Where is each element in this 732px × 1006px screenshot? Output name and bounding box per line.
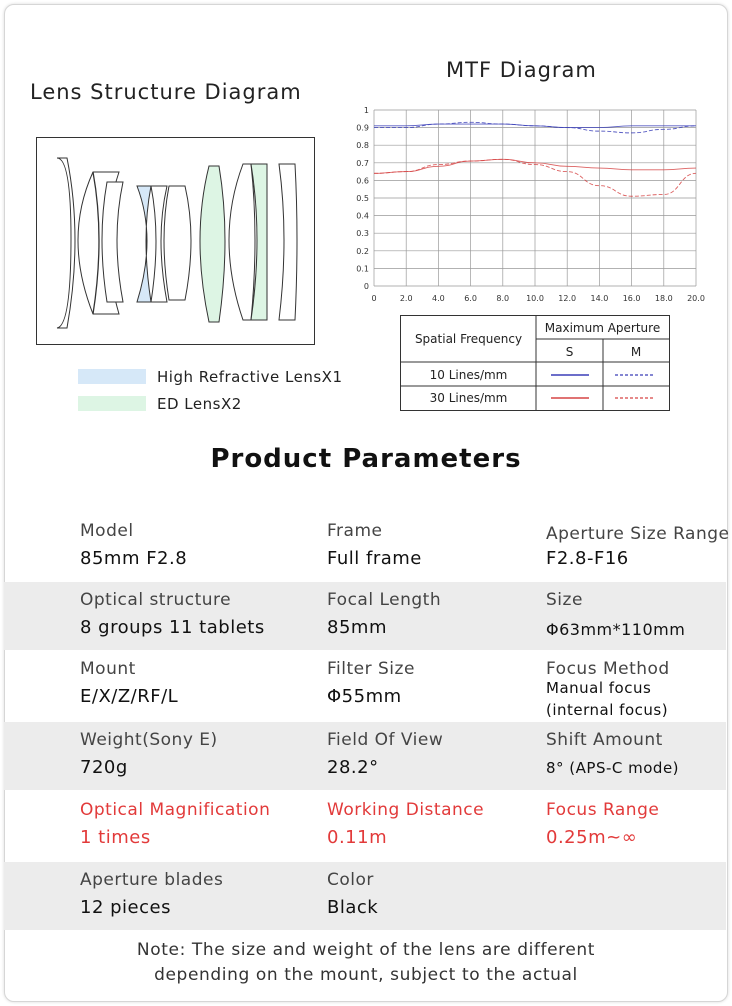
parameter-label: Aperture blades xyxy=(80,870,224,890)
lens-element-6 xyxy=(164,186,191,300)
x-tick-label: 8.0 xyxy=(496,294,510,303)
parameter-label: Filter Size xyxy=(327,659,415,679)
parameter-label: Aperture Size Range xyxy=(546,524,730,544)
high-refractive-swatch xyxy=(78,369,146,384)
y-tick-label: 0 xyxy=(363,282,369,291)
lens-element-1 xyxy=(57,158,75,328)
lens-structure-title: Lens Structure Diagram xyxy=(30,80,302,104)
y-tick-label: 0.1 xyxy=(356,264,369,274)
parameter-label: Working Distance xyxy=(327,800,485,820)
parameter-label: Model xyxy=(80,521,134,541)
parameter-row xyxy=(4,651,726,719)
parameter-value: 720g xyxy=(80,757,128,778)
parameter-label: Focus Method xyxy=(546,659,670,679)
mtf-title: MTF Diagram xyxy=(446,58,597,82)
x-tick-label: 0 xyxy=(371,294,377,303)
parameter-row xyxy=(4,862,726,930)
lens-structure-diagram xyxy=(36,137,315,345)
parameter-label: Size xyxy=(546,590,583,610)
high-refractive-legend-label: High Refractive LensX1 xyxy=(157,368,343,386)
parameter-value: 85mm F2.8 xyxy=(80,548,188,569)
x-tick-label: 20.0 xyxy=(687,294,705,303)
ed-lens-swatch xyxy=(78,396,146,411)
m-header: M xyxy=(630,345,642,359)
parameter-value: 8 groups 11 tablets xyxy=(80,617,265,638)
y-tick-label: 0.9 xyxy=(356,123,369,133)
parameter-row xyxy=(4,722,726,790)
y-tick-label: 0.2 xyxy=(356,246,369,256)
x-tick-label: 2.0 xyxy=(399,294,413,303)
parameter-value: 28.2° xyxy=(327,757,379,778)
row-10-lines-label: 10 Lines/mm xyxy=(429,368,508,382)
s-header: S xyxy=(565,345,574,359)
x-tick-label: 12.0 xyxy=(558,294,577,303)
x-tick-label: 4.0 xyxy=(432,294,445,303)
parameter-label: Frame xyxy=(327,521,383,541)
parameter-label: Color xyxy=(327,870,374,890)
parameter-value: 85mm xyxy=(327,617,387,638)
lens-element-8 xyxy=(229,164,255,320)
y-tick-label: 1 xyxy=(363,106,369,115)
parameter-value: Black xyxy=(327,897,379,918)
y-tick-label: 0.8 xyxy=(356,141,369,151)
x-tick-label: 16.0 xyxy=(622,294,641,303)
max-aperture-header: Maximum Aperture xyxy=(544,321,661,335)
parameter-value: 0.25m~∞ xyxy=(546,827,638,848)
parameter-label: Weight(Sony E) xyxy=(80,730,218,750)
parameter-value: 12 pieces xyxy=(80,897,171,918)
parameter-label: Field Of View xyxy=(327,730,444,750)
spatial-frequency-header: Spatial Frequency xyxy=(414,332,523,346)
x-tick-label: 6.0 xyxy=(464,294,477,303)
parameter-row xyxy=(4,792,726,860)
parameter-label: Focal Length xyxy=(327,590,442,610)
y-tick-label: 0.3 xyxy=(356,229,369,239)
note-line-1: Note: The size and weight of the lens are different xyxy=(136,940,596,960)
x-tick-label: 18.0 xyxy=(654,294,673,303)
parameter-value: 1 times xyxy=(80,827,151,848)
lens-elements-drawing xyxy=(37,138,314,344)
parameter-value: Φ55mm xyxy=(327,686,402,707)
y-tick-label: 0.4 xyxy=(356,211,369,221)
row-30-lines-label: 30 Lines/mm xyxy=(429,391,508,405)
parameter-value: Φ63mm*110mm xyxy=(546,620,686,639)
x-tick-label: 14.0 xyxy=(590,294,609,303)
parameter-value: 8° (APS-C mode) xyxy=(546,759,680,777)
parameter-label: Optical structure xyxy=(80,590,232,610)
parameter-value: Full frame xyxy=(327,548,422,569)
parameter-row xyxy=(4,582,726,650)
lens-element-10 xyxy=(279,164,297,320)
parameter-label: Optical Magnification xyxy=(80,800,271,820)
parameter-row xyxy=(4,513,730,581)
y-tick-label: 0.6 xyxy=(356,176,369,186)
lens-element-3 xyxy=(102,182,123,302)
parameter-label: Mount xyxy=(80,659,136,679)
x-tick-label: 10.0 xyxy=(526,294,544,303)
lens-element-4-high-refractive xyxy=(137,186,151,302)
y-tick-label: 0.7 xyxy=(356,158,369,168)
parameter-value: Manual focus xyxy=(546,679,652,697)
lens-element-7-ed xyxy=(200,166,225,322)
mtf-legend-table xyxy=(400,315,670,411)
parameter-value: 0.11m xyxy=(327,827,388,848)
note-line-2: depending on the mount, subject to the actual xyxy=(154,965,578,985)
ed-lens-legend-label: ED LensX2 xyxy=(157,395,242,413)
mtf-chart xyxy=(350,100,710,310)
parameter-value: E/X/Z/RF/L xyxy=(80,686,179,707)
product-parameters-title: Product Parameters xyxy=(210,444,522,474)
parameter-label: Shift Amount xyxy=(546,730,663,750)
parameter-value-extra: (internal focus) xyxy=(546,701,669,719)
y-tick-label: 0.5 xyxy=(356,194,369,203)
parameter-label: Focus Range xyxy=(546,800,660,820)
parameter-value: F2.8-F16 xyxy=(546,548,629,569)
